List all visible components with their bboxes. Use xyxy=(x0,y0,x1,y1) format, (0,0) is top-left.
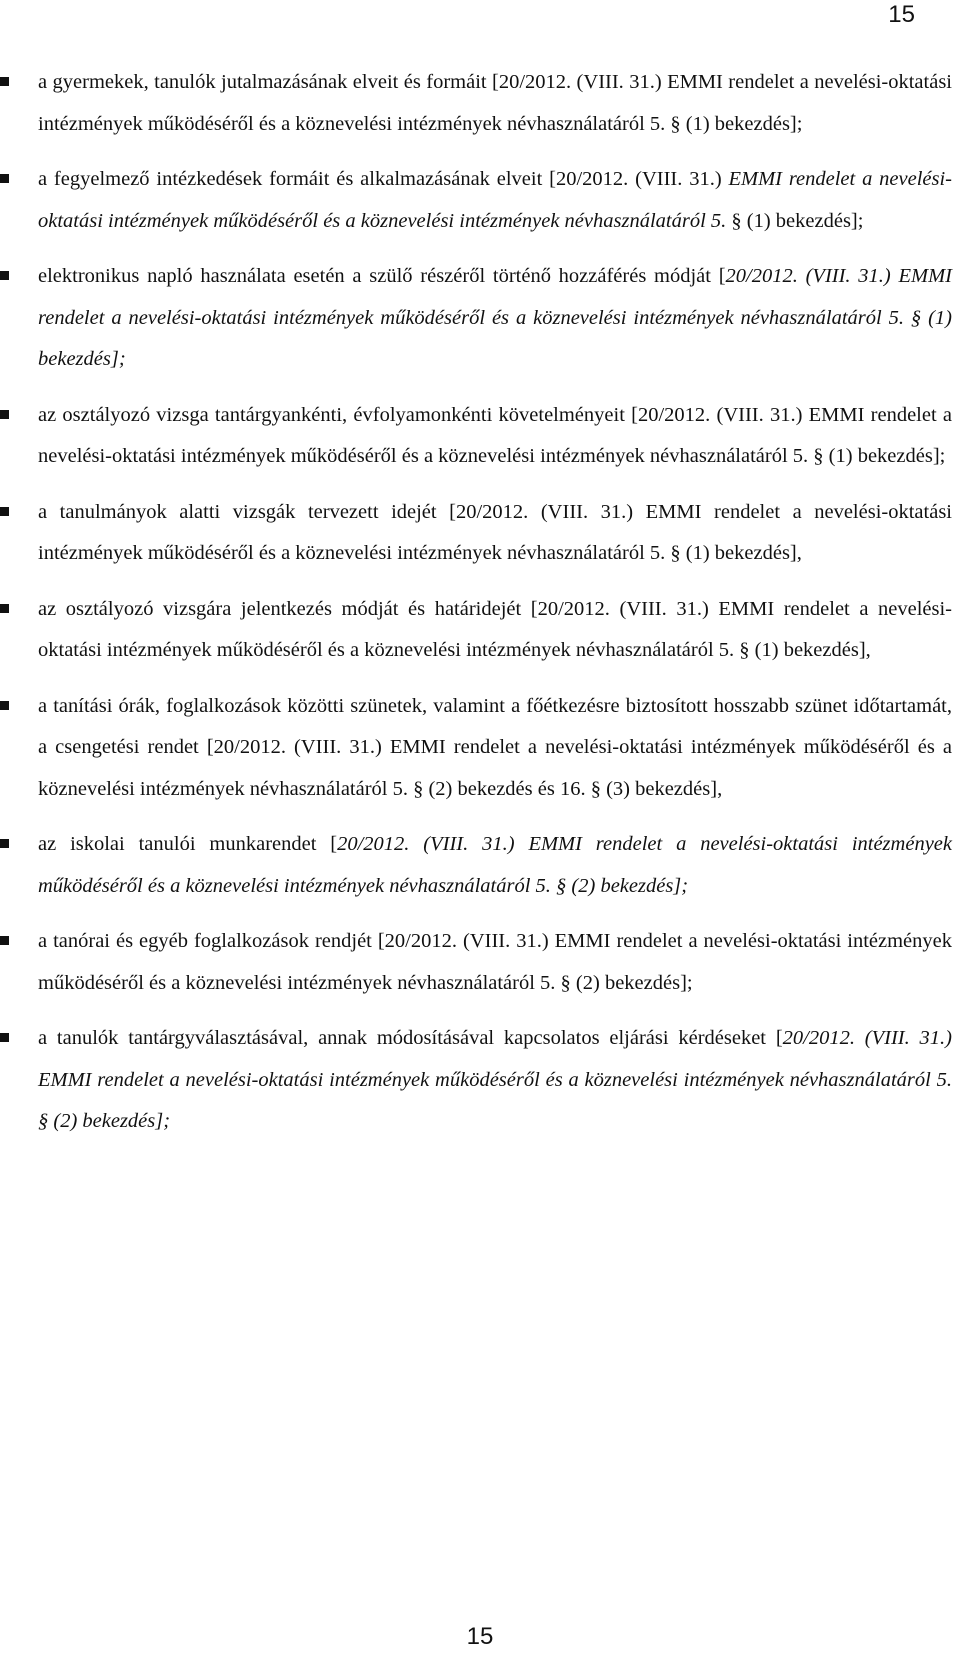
list-item xyxy=(0,921,960,1004)
item-text: az osztályozó vizsga tantárgyankénti, évfolyamonkénti követelményeit [20/2012. (VIII. 31.) EMMI rendelet a nevelési-oktatási intézmények működéséről és a köznevelési intézmények névhasználatáról 5. § (1) bekezdés]; xyxy=(38,403,952,467)
list-item xyxy=(0,686,960,811)
item-text: a tanórai és egyéb foglalkozások rendjét [20/2012. (VIII. 31.) EMMI rendelet a nevelési-oktatási intézmények működéséről és a köznevelési intézmények névhasználatáról 5. § (2) bekezdés]; xyxy=(38,930,952,994)
square-bullet-icon xyxy=(0,174,9,183)
square-bullet-icon xyxy=(0,77,9,86)
square-bullet-icon xyxy=(0,410,9,419)
square-bullet-icon xyxy=(0,839,9,848)
list-item xyxy=(0,1018,960,1143)
square-bullet-icon xyxy=(0,701,9,710)
page-number-bottom: 15 xyxy=(466,1623,494,1650)
page-number-top: 15 xyxy=(888,1,915,28)
square-bullet-icon xyxy=(0,271,9,280)
item-text-italic: 20/2012. (VIII. 31.) EMMI rendelet a nevelési-oktatási intézmények működéséről és a köznevelési intézmények névhasználatáról 5. § (2) bekezdés]; xyxy=(38,833,952,897)
square-bullet-icon xyxy=(0,1033,9,1042)
item-text: az iskolai tanulói munkarendet [ xyxy=(38,833,338,855)
square-bullet-icon xyxy=(0,604,9,613)
list-item xyxy=(0,62,960,145)
list-item xyxy=(0,256,960,381)
item-text-italic: 20/2012. (VIII. 31.) EMMI rendelet a nevelési-oktatási intézmények működéséről és a köznevelési intézmények névhasználatáról 5. § (2) bekezdés]; xyxy=(38,1027,952,1132)
list-item xyxy=(0,492,960,575)
bullet-list xyxy=(0,62,960,1157)
item-text: a tanulók tantárgyválasztásával, annak módosításával kapcsolatos eljárási kérdéseket [ xyxy=(38,1027,783,1049)
item-text: a fegyelmező intézkedések formáit és alkalmazásának elveit [20/2012. (VIII. 31.) xyxy=(38,168,729,190)
list-item xyxy=(0,395,960,478)
square-bullet-icon xyxy=(0,507,9,516)
item-text: a gyermekek, tanulók jutalmazásának elveit és formáit [20/2012. (VIII. 31.) EMMI rendelet a nevelési-oktatási intézmények működéséről és a köznevelési intézmények névhasználatáról 5. § (1) bekezdés]; xyxy=(38,71,952,135)
list-item xyxy=(0,589,960,672)
list-item xyxy=(0,159,960,242)
item-text-end: § (1) bekezdés]; xyxy=(726,209,864,232)
item-text-italic: 20/2012. (VIII. 31.) EMMI rendelet a nevelési-oktatási intézmények működéséről és a köznevelési intézmények névhasználatáról 5. § (1) bekezdés]; xyxy=(38,265,952,370)
item-text: a tanítási órák, foglalkozások közötti szünetek, valamint a főétkezésre biztosított hosszabb szünet időtartamát, a csengetési rendet [20/2012. (VIII. 31.) EMMI rendelet a nevelési-oktatási intézmények működéséről és a köznevelési intézmények névhasználatáról 5. § (2) bekezdés és 16. § (3) bekezdés], xyxy=(38,694,952,800)
item-text: az osztályozó vizsgára jelentkezés módját és határidejét [20/2012. (VIII. 31.) EMMI rendelet a nevelési-oktatási intézmények működéséről és a köznevelési intézmények névhasználatáról 5. § (1) bekezdés], xyxy=(38,597,952,661)
list-item xyxy=(0,824,960,907)
item-text: a tanulmányok alatti vizsgák tervezett idejét [20/2012. (VIII. 31.) EMMI rendelet a nevelési-oktatási intézmények működéséről és a köznevelési intézmények névhasználatáról 5. § (1) bekezdés], xyxy=(38,500,952,564)
item-text: elektronikus napló használata esetén a szülő részéről történő hozzáférés módját [ xyxy=(38,265,726,287)
item-text-italic: EMMI rendelet a nevelési-oktatási intézmények működéséről és a köznevelési intézmények névhasználatáról 5. xyxy=(38,168,952,232)
square-bullet-icon xyxy=(0,936,9,945)
